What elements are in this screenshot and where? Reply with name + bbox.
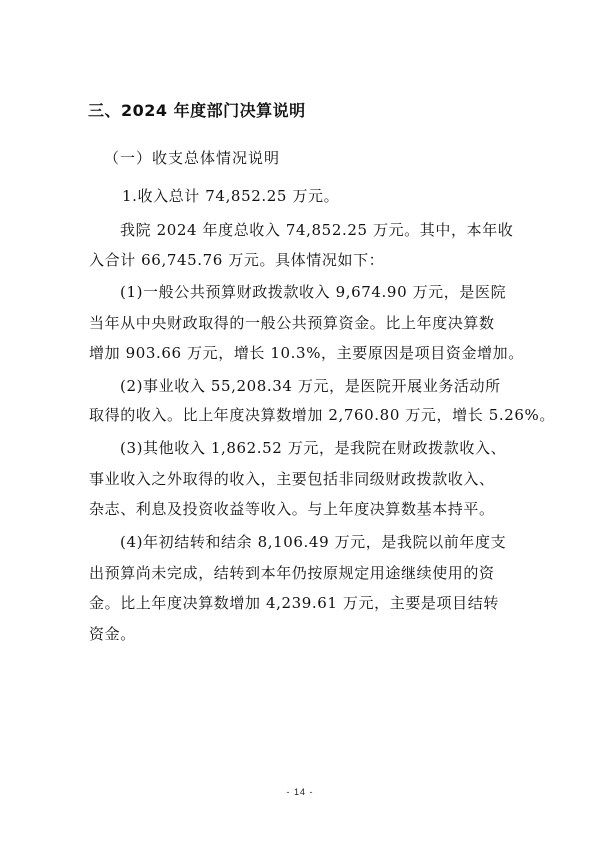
paragraph-line: (2)事业收入 55,208.34 万元，是医院开展业务活动所 <box>120 377 501 395</box>
page-number: - 14 - <box>286 787 314 797</box>
paragraph-line: 事业收入之外取得的收入，主要包括非同级财政拨款收入、 <box>89 470 495 488</box>
paragraph-line: 当年从中央财政取得的一般公共预算资金。比上年度决算数 <box>89 314 495 332</box>
paragraph-line: 取得的收入。比上年度决算数增加 2,760.80 万元，增长 5.26%。 <box>89 406 555 424</box>
paragraph-line: (1)一般公共预算财政拨款收入 9,674.90 万元，是医院 <box>120 283 507 301</box>
section-heading: 三、2024 年度部门决算说明 <box>88 101 306 120</box>
paragraph-line: 金。比上年度决算数增加 4,239.61 万元，主要是项目结转 <box>89 594 499 612</box>
paragraph-line: 入合计 66,745.76 万元。具体情况如下： <box>89 251 385 269</box>
paragraph-line: 杂志、利息及投资收益等收入。与上年度决算数基本持平。 <box>89 500 495 518</box>
paragraph-line: 资金。 <box>89 625 136 643</box>
paragraph-line: 我院 2024 年度总收入 74,852.25 万元。其中，本年收 <box>120 221 514 239</box>
paragraph-line: 增加 903.66 万元，增长 10.3%，主要原因是项目资金增加。 <box>89 344 524 362</box>
paragraph-line: (4)年初结转和结余 8,106.49 万元，是我院以前年度支 <box>120 533 507 551</box>
subheading: （一）收支总体情况说明 <box>104 149 281 167</box>
paragraph-line: (3)其他收入 1,862.52 万元，是我院在财政拨款收入、 <box>120 439 507 457</box>
paragraph-line: 出预算尚未完成，结转到本年仍按原规定用途继续使用的资 <box>89 564 495 582</box>
paragraph-line: 1.收入总计 74,852.25 万元。 <box>122 187 340 205</box>
